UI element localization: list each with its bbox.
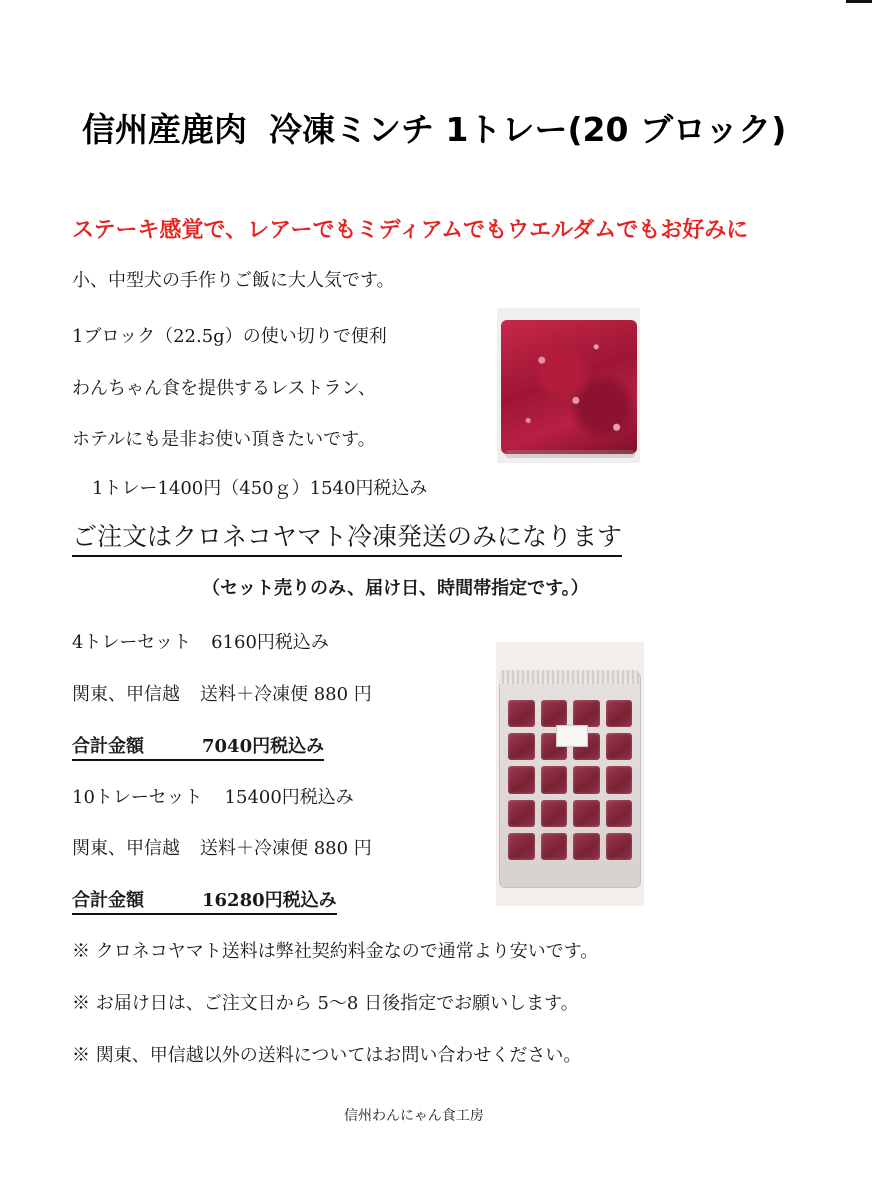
intro-line-3: わんちゃん食を提供するレストラン、 xyxy=(72,378,377,399)
set4-total xyxy=(72,736,324,761)
single-tray-price: 1トレー1400円（450ｇ）1540円税込み xyxy=(92,478,428,499)
intro-line-4: ホテルにも是非お使い頂きたいです。 xyxy=(72,429,376,450)
frozen-block-grid xyxy=(508,700,632,860)
frozen-block xyxy=(573,766,600,793)
note-1: ※ クロネコヤマト送料は弊社契約料金なので通常より安いです。 xyxy=(72,941,599,962)
set10-total-value: 16280円税込み xyxy=(202,890,337,911)
frozen-block xyxy=(606,833,633,860)
frozen-block xyxy=(606,766,633,793)
set-sale-note: （セット売りのみ、届け日、時間帯指定です。） xyxy=(202,578,589,599)
frozen-block xyxy=(508,766,535,793)
set4-name: 4トレーセット xyxy=(72,632,192,653)
shipping-notice: ご注文はクロネコヤマト冷凍発送のみになります xyxy=(72,517,622,557)
frozen-block xyxy=(573,700,600,727)
minced-meat-image xyxy=(501,320,637,454)
scan-corner-mark xyxy=(846,0,872,3)
frozen-block xyxy=(508,800,535,827)
set10-shipping-line xyxy=(72,834,372,860)
title-part-2: 冷凍ミンチ 1トレー(20 ブロック) xyxy=(269,110,787,149)
set4-shipping-line xyxy=(72,680,372,706)
frozen-block xyxy=(541,800,568,827)
frozen-block xyxy=(508,833,535,860)
set10-line xyxy=(72,783,354,809)
set4-shipping-region: 関東、甲信越 xyxy=(72,684,180,705)
frozen-block xyxy=(541,766,568,793)
set4-total-value: 7040円税込み xyxy=(202,736,325,757)
frozen-block xyxy=(573,800,600,827)
set4-total-line xyxy=(72,732,324,758)
set10-name: 10トレーセット xyxy=(72,787,203,808)
intro-line-2: 1ブロック（22.5g）の使い切りで便利 xyxy=(72,326,387,347)
intro-line-1: 小、中型犬の手作りご飯に大人気です。 xyxy=(72,270,395,291)
catch-copy: ステーキ感覚で、レアーでもミディアムでもウエルダムでもお好みに xyxy=(72,218,749,243)
frozen-tray-photo xyxy=(496,642,644,906)
frozen-block xyxy=(606,700,633,727)
frozen-block xyxy=(508,700,535,727)
set10-shipping-region: 関東、甲信越 xyxy=(72,838,180,859)
frozen-block xyxy=(541,700,568,727)
set10-total-line xyxy=(72,886,337,912)
set10-total-label: 合計金額 xyxy=(72,890,144,911)
page-title xyxy=(82,104,786,151)
frozen-block xyxy=(606,733,633,760)
shop-name-footer: 信州わんにゃん食工房 xyxy=(344,1108,484,1124)
set4-shipping: 送料＋冷凍便 880 円 xyxy=(200,684,372,705)
set4-price: 6160円税込み xyxy=(211,632,329,653)
set10-price: 15400円税込み xyxy=(224,787,354,808)
frozen-block xyxy=(606,800,633,827)
bag-label-sticker xyxy=(556,725,588,747)
note-2: ※ お届け日は、ご注文日から 5〜8 日後指定でお願いします。 xyxy=(72,993,579,1014)
title-part-1: 信州産鹿肉 xyxy=(82,110,247,149)
set10-total xyxy=(72,890,337,915)
note-3: ※ 関東、甲信越以外の送料についてはお問い合わせください。 xyxy=(72,1045,582,1066)
minced-venison-photo xyxy=(497,308,640,463)
frozen-block xyxy=(573,833,600,860)
set4-line xyxy=(72,628,329,654)
frozen-block xyxy=(508,733,535,760)
set4-total-label: 合計金額 xyxy=(72,736,144,757)
set10-shipping: 送料＋冷凍便 880 円 xyxy=(200,838,372,859)
frozen-block xyxy=(541,833,568,860)
